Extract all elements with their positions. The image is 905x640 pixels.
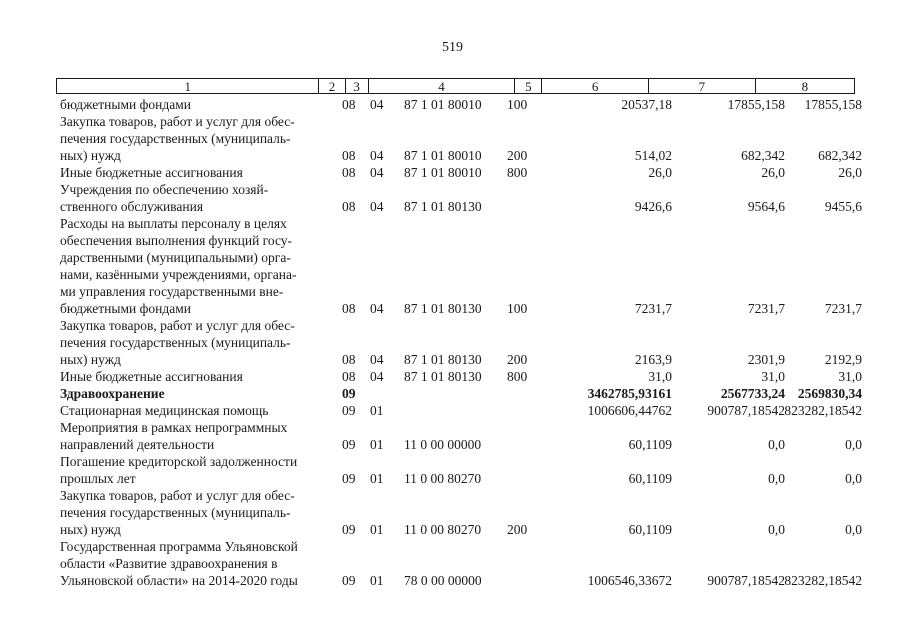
description-line: Погашение кредиторской задолженности (60, 454, 298, 469)
cell-col-8: 823282,18542 (784, 403, 862, 418)
description-line: ных) нужд (60, 522, 121, 537)
cell-col-2: 09 (342, 573, 356, 588)
table-row (60, 96, 862, 113)
cell-col-6: 26,0 (648, 165, 672, 180)
cell-col-6: 60,1109 (628, 437, 672, 452)
cell-col-8: 31,0 (838, 369, 862, 384)
cell-col-5: 100 (507, 301, 528, 316)
description-line: Учреждения по обеспечению хозяй- (60, 182, 269, 197)
header-col-2: 2 (319, 79, 345, 93)
table-row (60, 385, 862, 402)
description-line: Иные бюджетные ассигнования (60, 165, 243, 180)
cell-col-6: 60,1109 (628, 522, 672, 537)
row-description (60, 385, 332, 402)
header-col-5: 5 (515, 79, 542, 93)
row-description (60, 113, 332, 164)
cell-col-7: 2567733,24 (720, 386, 785, 401)
cell-col-3: 01 (370, 403, 384, 418)
cell-col-7: 7231,7 (747, 301, 785, 316)
cell-col-3: 04 (370, 165, 384, 180)
description-line: печения государственных (муниципаль- (60, 131, 291, 146)
cell-col-8: 0,0 (845, 471, 862, 486)
cell-col-8: 26,0 (838, 165, 862, 180)
cell-col-2: 08 (342, 369, 356, 384)
description-line: Иные бюджетные ассигнования (60, 369, 243, 384)
table-row (60, 317, 862, 368)
description-line: обеспечения выполнения функций госу- (60, 233, 293, 248)
description-line: нами, казёнными учреждениями, органа- (60, 267, 297, 282)
cell-col-7: 17855,158 (727, 97, 785, 112)
cell-col-6: 7231,7 (634, 301, 672, 316)
description-line: Ульяновской области» на 2014-2020 годы (60, 573, 298, 588)
row-description (60, 419, 332, 453)
table-row (60, 368, 862, 385)
description-line: бюджетными фондами (60, 301, 191, 316)
cell-col-7: 682,342 (741, 148, 785, 163)
table-row (60, 215, 862, 317)
row-description (60, 215, 332, 317)
description-line: прошлых лет (60, 471, 136, 486)
cell-col-8: 2569830,34 (797, 386, 862, 401)
description-line: направлений деятельности (60, 437, 215, 452)
cell-col-4: 87 1 01 80130 (404, 199, 482, 214)
cell-col-4: 11 0 00 80270 (404, 522, 482, 537)
description-line: бюджетными фондами (60, 97, 191, 112)
row-description (60, 453, 332, 487)
row-description (60, 96, 332, 113)
cell-col-7: 900787,18542 (707, 403, 785, 418)
cell-col-7: 2301,9 (747, 352, 785, 367)
description-line: Расходы на выплаты персоналу в целях (60, 216, 287, 231)
cell-col-3: 04 (370, 148, 384, 163)
cell-col-5: 800 (507, 165, 528, 180)
description-line: Закупка товаров, работ и услуг для обес- (60, 114, 295, 129)
cell-col-2: 09 (342, 403, 356, 418)
row-description (60, 317, 332, 368)
cell-col-4: 87 1 01 80130 (404, 369, 482, 384)
cell-col-7: 0,0 (768, 471, 785, 486)
cell-col-6: 31,0 (648, 369, 672, 384)
row-description (60, 368, 332, 385)
row-description (60, 164, 332, 181)
description-line: ми управления государственными вне- (60, 284, 284, 299)
cell-col-7: 900787,18542 (707, 573, 785, 588)
cell-col-4: 87 1 01 80010 (404, 165, 482, 180)
description-line: Здравоохранение (60, 386, 165, 401)
cell-col-7: 0,0 (768, 522, 785, 537)
page-number: 519 (442, 40, 463, 55)
cell-col-4: 87 1 01 80130 (404, 352, 482, 367)
cell-col-5: 800 (507, 369, 528, 384)
cell-col-3: 01 (370, 573, 384, 588)
table-header (56, 78, 855, 94)
cell-col-7: 0,0 (768, 437, 785, 452)
cell-col-6: 3462785,93161 (587, 386, 672, 401)
description-line: Стационарная медицинская помощь (60, 403, 269, 418)
table-row (60, 453, 862, 487)
description-line: области «Развитие здравоохранения в (60, 556, 278, 571)
cell-col-4: 11 0 00 80270 (404, 471, 482, 486)
description-line: Закупка товаров, работ и услуг для обес- (60, 488, 295, 503)
cell-col-8: 0,0 (845, 522, 862, 537)
row-description (60, 487, 332, 538)
description-line: ственного обслуживания (60, 199, 204, 214)
cell-col-4: 78 0 00 00000 (404, 573, 482, 588)
cell-col-3: 04 (370, 199, 384, 214)
cell-col-2: 09 (342, 522, 356, 537)
cell-col-2: 08 (342, 301, 356, 316)
cell-col-2: 08 (342, 165, 356, 180)
description-line: Закупка товаров, работ и услуг для обес- (60, 318, 295, 333)
table-row (60, 113, 862, 164)
cell-col-6: 1006546,33672 (587, 573, 672, 588)
cell-col-2: 08 (342, 352, 356, 367)
cell-col-2: 08 (342, 148, 356, 163)
description-line: ных) нужд (60, 148, 121, 163)
cell-col-6: 1006606,44762 (587, 403, 672, 418)
cell-col-8: 682,342 (818, 148, 862, 163)
cell-col-5: 200 (507, 148, 528, 163)
cell-col-3: 01 (370, 522, 384, 537)
cell-col-8: 2192,9 (824, 352, 862, 367)
description-line: Мероприятия в рамках непрограммных (60, 420, 288, 435)
header-col-6: 6 (542, 79, 649, 93)
cell-col-8: 17855,158 (804, 97, 862, 112)
description-line: ных) нужд (60, 352, 121, 367)
cell-col-3: 04 (370, 352, 384, 367)
cell-col-8: 823282,18542 (784, 573, 862, 588)
cell-col-3: 04 (370, 301, 384, 316)
cell-col-8: 9455,6 (824, 199, 862, 214)
row-description (60, 538, 332, 589)
cell-col-3: 04 (370, 97, 384, 112)
header-col-4: 4 (369, 79, 516, 93)
cell-col-3: 01 (370, 437, 384, 452)
cell-col-4: 87 1 01 80010 (404, 97, 482, 112)
table-row (60, 181, 862, 215)
header-col-1: 1 (57, 79, 319, 93)
cell-col-4: 11 0 00 00000 (404, 437, 482, 452)
description-line: печения государственных (муниципаль- (60, 335, 291, 350)
cell-col-6: 60,1109 (628, 471, 672, 486)
cell-col-6: 9426,6 (634, 199, 672, 214)
cell-col-5: 200 (507, 522, 528, 537)
cell-col-6: 20537,18 (621, 97, 672, 112)
description-line: Государственная программа Ульяновской (60, 539, 298, 554)
cell-col-2: 09 (342, 471, 356, 486)
cell-col-7: 31,0 (761, 369, 785, 384)
cell-col-4: 87 1 01 80010 (404, 148, 482, 163)
description-line: дарственными (муниципальными) орга- (60, 250, 291, 265)
header-col-7: 7 (649, 79, 756, 93)
table-row (60, 487, 862, 538)
cell-col-2: 09 (342, 386, 356, 401)
cell-col-2: 08 (342, 199, 356, 214)
table-row (60, 402, 862, 419)
row-description (60, 181, 332, 215)
description-line: печения государственных (муниципаль- (60, 505, 291, 520)
cell-col-3: 01 (370, 471, 384, 486)
cell-col-7: 26,0 (761, 165, 785, 180)
table-row (60, 419, 862, 453)
table-row (60, 164, 862, 181)
row-description (60, 402, 332, 419)
cell-col-6: 514,02 (634, 148, 672, 163)
header-col-3: 3 (346, 79, 369, 93)
cell-col-5: 200 (507, 352, 528, 367)
cell-col-3: 04 (370, 369, 384, 384)
cell-col-5: 100 (507, 97, 528, 112)
cell-col-7: 9564,6 (747, 199, 785, 214)
cell-col-6: 2163,9 (634, 352, 672, 367)
cell-col-2: 09 (342, 437, 356, 452)
table-row (60, 538, 862, 589)
cell-col-8: 0,0 (845, 437, 862, 452)
cell-col-2: 08 (342, 97, 356, 112)
cell-col-4: 87 1 01 80130 (404, 301, 482, 316)
header-col-8: 8 (801, 79, 809, 94)
cell-col-8: 7231,7 (824, 301, 862, 316)
